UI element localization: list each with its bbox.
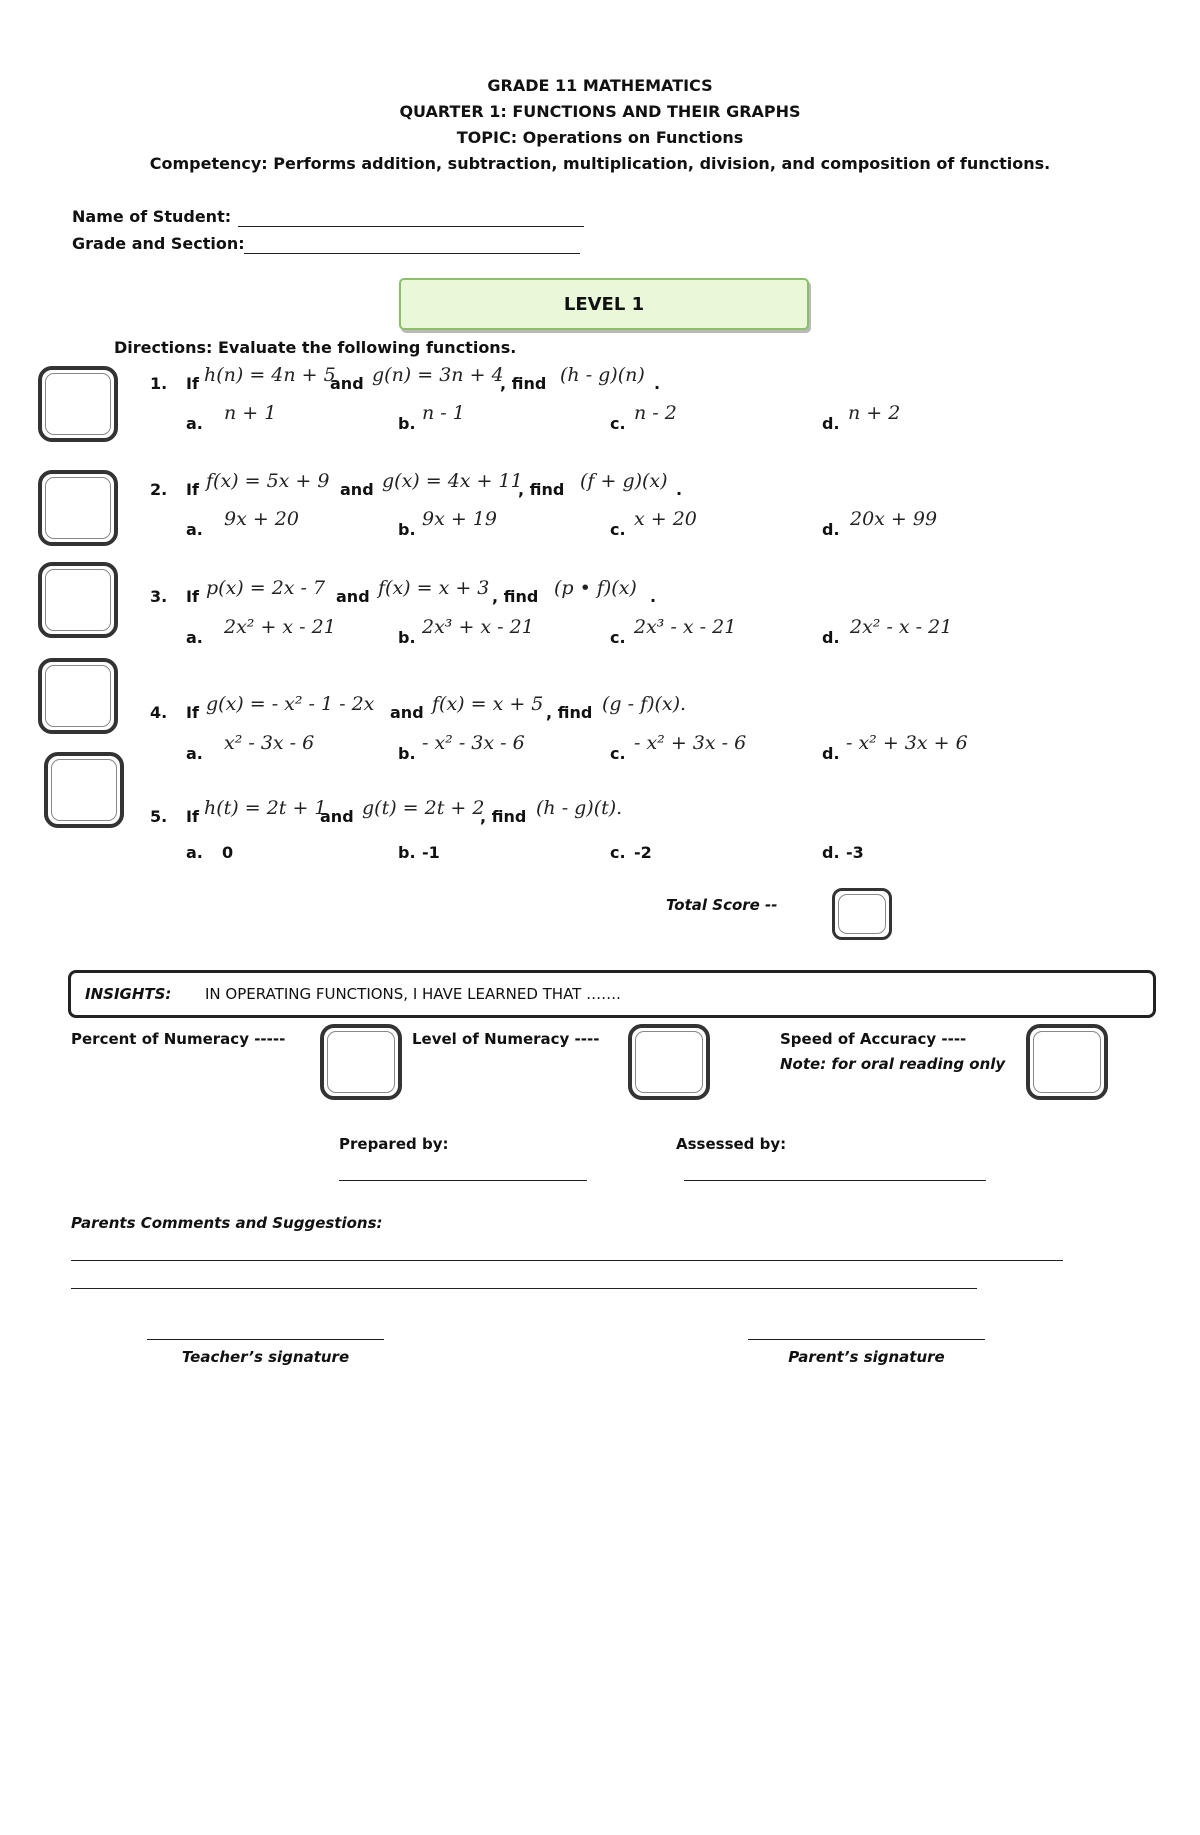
option-a-label: a. [186, 628, 203, 647]
option-b-value[interactable]: 2x³ + x - 21 [422, 616, 534, 638]
prepared-by-label: Prepared by: [339, 1135, 449, 1153]
speed-of-accuracy-label: Speed of Accuracy ---- [780, 1030, 967, 1048]
question-5-options [186, 843, 1186, 869]
if-text: If [186, 374, 199, 393]
option-b-label: b. [398, 843, 416, 862]
assessed-by-line[interactable] [684, 1180, 986, 1181]
question-3-score-box[interactable] [38, 562, 118, 638]
question-1-score-box[interactable] [38, 366, 118, 442]
option-a-label: a. [186, 843, 203, 862]
question-number: 5. [150, 807, 168, 826]
question-2-score-box[interactable] [38, 470, 118, 546]
question-number: 1. [150, 374, 168, 393]
grade-and-section-line[interactable] [244, 253, 580, 254]
question-1-options [186, 402, 1186, 432]
level-banner: LEVEL 1 [399, 278, 809, 330]
period: . [654, 374, 661, 393]
function-h: h(n) = 4n + 5 [204, 364, 336, 386]
option-c-label: c. [610, 843, 626, 862]
target-expression: (p • f)(x) [554, 577, 637, 599]
speed-of-accuracy-box[interactable] [1026, 1024, 1108, 1100]
option-c-label: c. [610, 414, 626, 433]
insights-label: INSIGHTS: [85, 985, 172, 1003]
option-b-label: b. [398, 520, 416, 539]
prepared-by-line[interactable] [339, 1180, 587, 1181]
option-b-label: b. [398, 414, 416, 433]
if-text: If [186, 807, 199, 826]
option-c-label: c. [610, 628, 626, 647]
and-text: and [330, 374, 364, 393]
find-text: , find [546, 703, 593, 722]
target-expression: (g - f)(x). [602, 693, 687, 715]
document-quarter: QUARTER 1: FUNCTIONS AND THEIR GRAPHS [399, 102, 801, 121]
function-p: p(x) = 2x - 7 [206, 577, 326, 599]
total-score-box[interactable] [832, 888, 892, 940]
function-f: f(x) = x + 5 [432, 693, 544, 715]
question-number: 2. [150, 480, 168, 499]
option-c-value[interactable]: x + 20 [634, 508, 697, 530]
option-d-value[interactable]: -3 [846, 843, 864, 862]
question-4-options [186, 732, 1186, 762]
period: . [650, 587, 657, 606]
teacher-signature-label: Teacher’s signature [181, 1348, 350, 1366]
option-d-value[interactable]: n + 2 [848, 402, 901, 424]
and-text: and [340, 480, 374, 499]
option-a-value[interactable]: 0 [222, 843, 234, 862]
question-4 [148, 693, 1148, 723]
option-b-value[interactable]: -1 [422, 843, 440, 862]
option-d-label: d. [822, 744, 840, 763]
option-d-value[interactable]: 20x + 99 [850, 508, 938, 530]
question-5-score-box[interactable] [44, 752, 124, 828]
question-5 [148, 797, 1148, 827]
question-3-options [186, 616, 1186, 646]
option-d-value[interactable]: - x² + 3x + 6 [846, 732, 968, 754]
question-2 [148, 470, 1148, 500]
option-a-label: a. [186, 744, 203, 763]
option-b-label: b. [398, 628, 416, 647]
find-text: , find [518, 480, 565, 499]
target-expression: (h - g)(t). [536, 797, 623, 819]
option-d-label: d. [822, 628, 840, 647]
oral-reading-note: Note: for oral reading only [780, 1055, 1006, 1073]
function-g: g(x) = - x² - 1 - 2x [206, 693, 375, 715]
and-text: and [320, 807, 354, 826]
option-c-value[interactable]: n - 2 [634, 402, 677, 424]
option-c-label: c. [610, 520, 626, 539]
option-a-value[interactable]: x² - 3x - 6 [224, 732, 315, 754]
assessed-by-label: Assessed by: [676, 1135, 787, 1153]
and-text: and [336, 587, 370, 606]
total-score-label: Total Score -- [666, 896, 778, 914]
option-b-label: b. [398, 744, 416, 763]
level-of-numeracy-box[interactable] [628, 1024, 710, 1100]
question-3 [148, 577, 1148, 607]
option-d-label: d. [822, 843, 840, 862]
function-g: g(t) = 2t + 2 [362, 797, 485, 819]
if-text: If [186, 703, 199, 722]
option-c-value[interactable]: - x² + 3x - 6 [634, 732, 747, 754]
parent-signature-label: Parent’s signature [788, 1348, 945, 1366]
option-b-value[interactable]: - x² - 3x - 6 [422, 732, 525, 754]
target-expression: (f + g)(x) [580, 470, 668, 492]
parent-signature-line[interactable] [748, 1339, 985, 1340]
parents-comments-line-1[interactable] [71, 1260, 1063, 1261]
function-f: f(x) = 5x + 9 [206, 470, 330, 492]
option-b-value[interactable]: 9x + 19 [422, 508, 497, 530]
question-4-score-box[interactable] [38, 658, 118, 734]
question-2-options [186, 508, 1186, 538]
find-text: , find [500, 374, 547, 393]
period: . [676, 480, 683, 499]
question-number: 3. [150, 587, 168, 606]
name-of-student-label: Name of Student: [72, 207, 232, 226]
teacher-signature-line[interactable] [147, 1339, 384, 1340]
document-competency: Competency: Performs addition, subtraction, multiplication, division, and composition of functions. [149, 154, 1051, 173]
function-f: f(x) = x + 3 [378, 577, 490, 599]
find-text: , find [480, 807, 527, 826]
name-of-student-line[interactable] [238, 226, 584, 227]
option-a-value[interactable]: n + 1 [224, 402, 277, 424]
find-text: , find [492, 587, 539, 606]
option-c-value[interactable]: 2x³ - x - 21 [634, 616, 737, 638]
question-1 [148, 364, 1148, 394]
option-a-value[interactable]: 2x² + x - 21 [224, 616, 336, 638]
level-of-numeracy-label: Level of Numeracy ---- [412, 1030, 600, 1048]
option-c-value[interactable]: -2 [634, 843, 652, 862]
parents-comments-label: Parents Comments and Suggestions: [71, 1214, 383, 1232]
function-g: g(x) = 4x + 11 [382, 470, 523, 492]
option-a-label: a. [186, 520, 203, 539]
function-g: g(n) = 3n + 4 [372, 364, 504, 386]
insights-text: IN OPERATING FUNCTIONS, I HAVE LEARNED THAT ……. [205, 985, 621, 1003]
target-expression: (h - g)(n) [560, 364, 645, 386]
option-a-value[interactable]: 9x + 20 [224, 508, 299, 530]
document-topic: TOPIC: Operations on Functions [456, 128, 744, 147]
and-text: and [390, 703, 424, 722]
if-text: If [186, 480, 199, 499]
option-c-label: c. [610, 744, 626, 763]
question-number: 4. [150, 703, 168, 722]
grade-and-section-label: Grade and Section: [72, 234, 245, 253]
option-b-value[interactable]: n - 1 [422, 402, 465, 424]
option-d-value[interactable]: 2x² - x - 21 [850, 616, 953, 638]
percent-of-numeracy-box[interactable] [320, 1024, 402, 1100]
directions-text: Directions: Evaluate the following functions. [114, 338, 517, 357]
option-d-label: d. [822, 414, 840, 433]
option-a-label: a. [186, 414, 203, 433]
insights-box[interactable] [68, 970, 1156, 1018]
function-h: h(t) = 2t + 1 [204, 797, 327, 819]
if-text: If [186, 587, 199, 606]
percent-of-numeracy-label: Percent of Numeracy ----- [71, 1030, 286, 1048]
option-d-label: d. [822, 520, 840, 539]
document-subject: GRADE 11 MATHEMATICS [487, 76, 713, 95]
parents-comments-line-2[interactable] [71, 1288, 977, 1289]
